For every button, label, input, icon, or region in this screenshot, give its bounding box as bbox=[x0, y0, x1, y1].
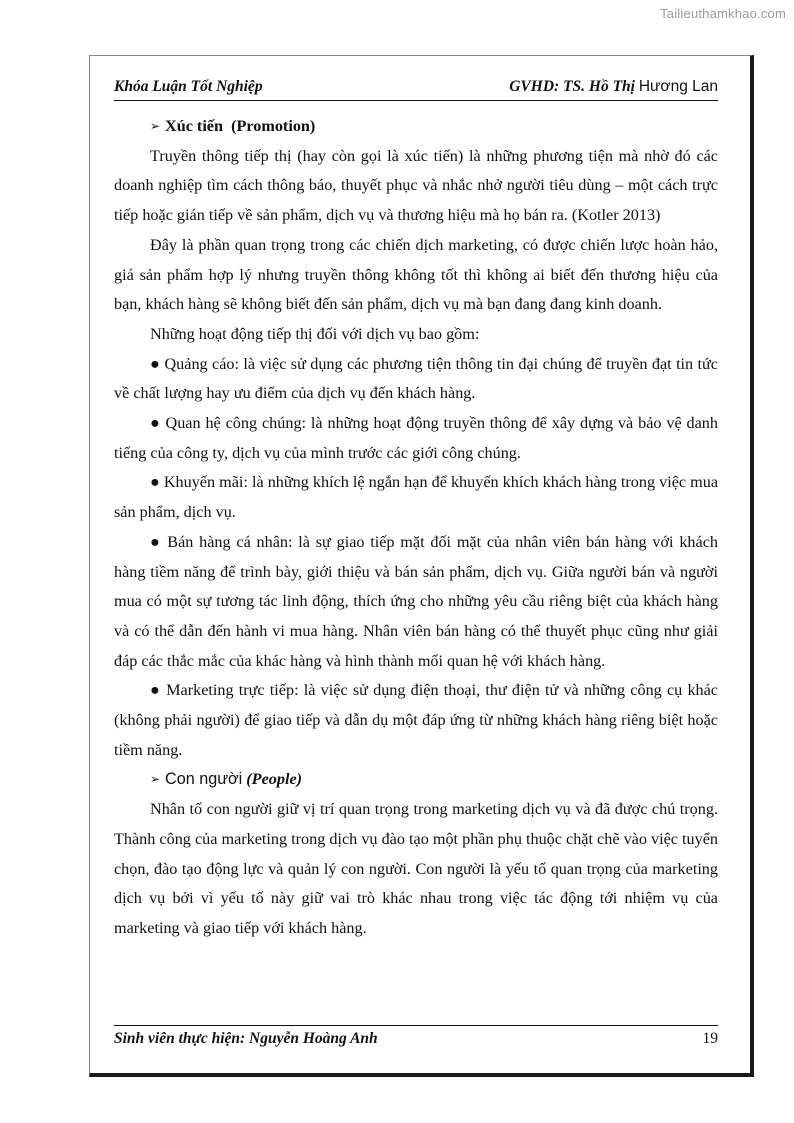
header-rule bbox=[114, 100, 718, 101]
footer-author: Sinh viên thực hiện: Nguyễn Hoàng Anh bbox=[114, 1030, 378, 1047]
section-title: Xúc tiến bbox=[165, 117, 223, 135]
footer-rule bbox=[114, 1025, 718, 1026]
bullet-item: ● Khuyến mãi: là những khích lệ ngắn hạn để khuyến khích khách hàng trong việc mua sản phẩm, dịch vụ. bbox=[114, 473, 718, 522]
header-advisor-name: Hương Lan bbox=[638, 78, 718, 95]
paragraph: Những hoạt động tiếp thị đối với dịch vụ bao gồm: bbox=[150, 324, 480, 343]
bullet-item: ● Quảng cáo: là việc sử dụng các phương tiện thông tin đại chúng để truyền đạt tin tức về chất lượng hay ưu điểm của dịch vụ đến khách hàng. bbox=[114, 354, 718, 403]
page-number: 19 bbox=[702, 1030, 718, 1047]
section-heading-people bbox=[114, 765, 718, 795]
section-subtitle: (Promotion) bbox=[231, 117, 316, 135]
bullet-item: ● Bán hàng cá nhân: là sự giao tiếp mặt đối mặt của nhân viên bán hàng với khách hàng tiềm năng để trình bày, giới thiệu và bán sản phẩm, dịch vụ. Giữa người bán và người mua có một sự tương tác linh động, thích ứng cho những yêu cầu riêng biệt của khách hàng và có thể dẫn đến hành vi mua hàng. Nhân viên bán hàng có thể thuyết phục cũng như giải đáp các thắc mắc của khác hàng và hình thành mối quan hệ với khách hàng. bbox=[114, 532, 718, 670]
arrow-bullet-icon: ➢ bbox=[150, 119, 161, 133]
header-title: Khóa Luận Tốt Nghiệp bbox=[114, 78, 263, 95]
bullet-item: ● Quan hệ công chúng: là những hoạt động truyền thông để xây dựng và bảo vệ danh tiếng của công ty, dịch vụ của mình trước các giới công chúng. bbox=[114, 414, 718, 462]
watermark: Tailieuthamkhao.com bbox=[660, 6, 786, 21]
page-header bbox=[114, 78, 718, 100]
section-title: Con người bbox=[165, 770, 243, 789]
paragraph: Truyền thông tiếp thị (hay còn gọi là xúc tiến) là những phương tiện mà nhờ đó các doanh nghiệp tìm cách thông báo, thuyết phục và nhắc nhở người tiêu dùng – một cách trực tiếp hoặc gián tiếp về sản phẩm, dịch vụ và thương hiệu mà họ bán ra. (Kotler 2013) bbox=[114, 146, 718, 225]
paragraph: Đây là phần quan trọng trong các chiến dịch marketing, có được chiến lược hoàn hảo, giá sản phẩm hợp lý nhưng truyền thông không tốt thì không ai biết đến thương hiệu của bạn, khách hàng sẽ không biết đến sản phẩm, dịch vụ mà bạn đang đang kinh doanh. bbox=[114, 235, 718, 314]
paragraph: Nhân tố con người giữ vị trí quan trọng trong marketing dịch vụ và đã được chú trọng. Thành công của marketing trong dịch vụ đào tạo một phần phụ thuộc chặt chẽ vào việc tuyển chọn, đào tạo động lực và quản lý con người. Con người là yếu tố quan trọng của marketing dịch vụ bởi vì yếu tố này giữ vai trò khác nhau trong việc tác động tới nhiệm vụ của marketing và giao tiếp với khách hàng. bbox=[114, 800, 718, 937]
page-footer bbox=[114, 1030, 718, 1052]
section-heading-promotion bbox=[114, 112, 718, 142]
header-advisor bbox=[509, 78, 718, 96]
bullet-item: ● Marketing trực tiếp: là việc sử dụng điện thoại, thư điện tử và những công cụ khác (không phải người) để giao tiếp và dẫn dụ một đáp ứng từ những khách hàng riêng biệt hoặc tiềm năng. bbox=[114, 681, 718, 759]
arrow-bullet-icon: ➢ bbox=[150, 772, 161, 787]
section-subtitle: (People) bbox=[246, 770, 303, 789]
header-advisor-bold: GVHD: TS. Hồ Thị bbox=[509, 78, 635, 95]
page-content bbox=[114, 112, 718, 944]
